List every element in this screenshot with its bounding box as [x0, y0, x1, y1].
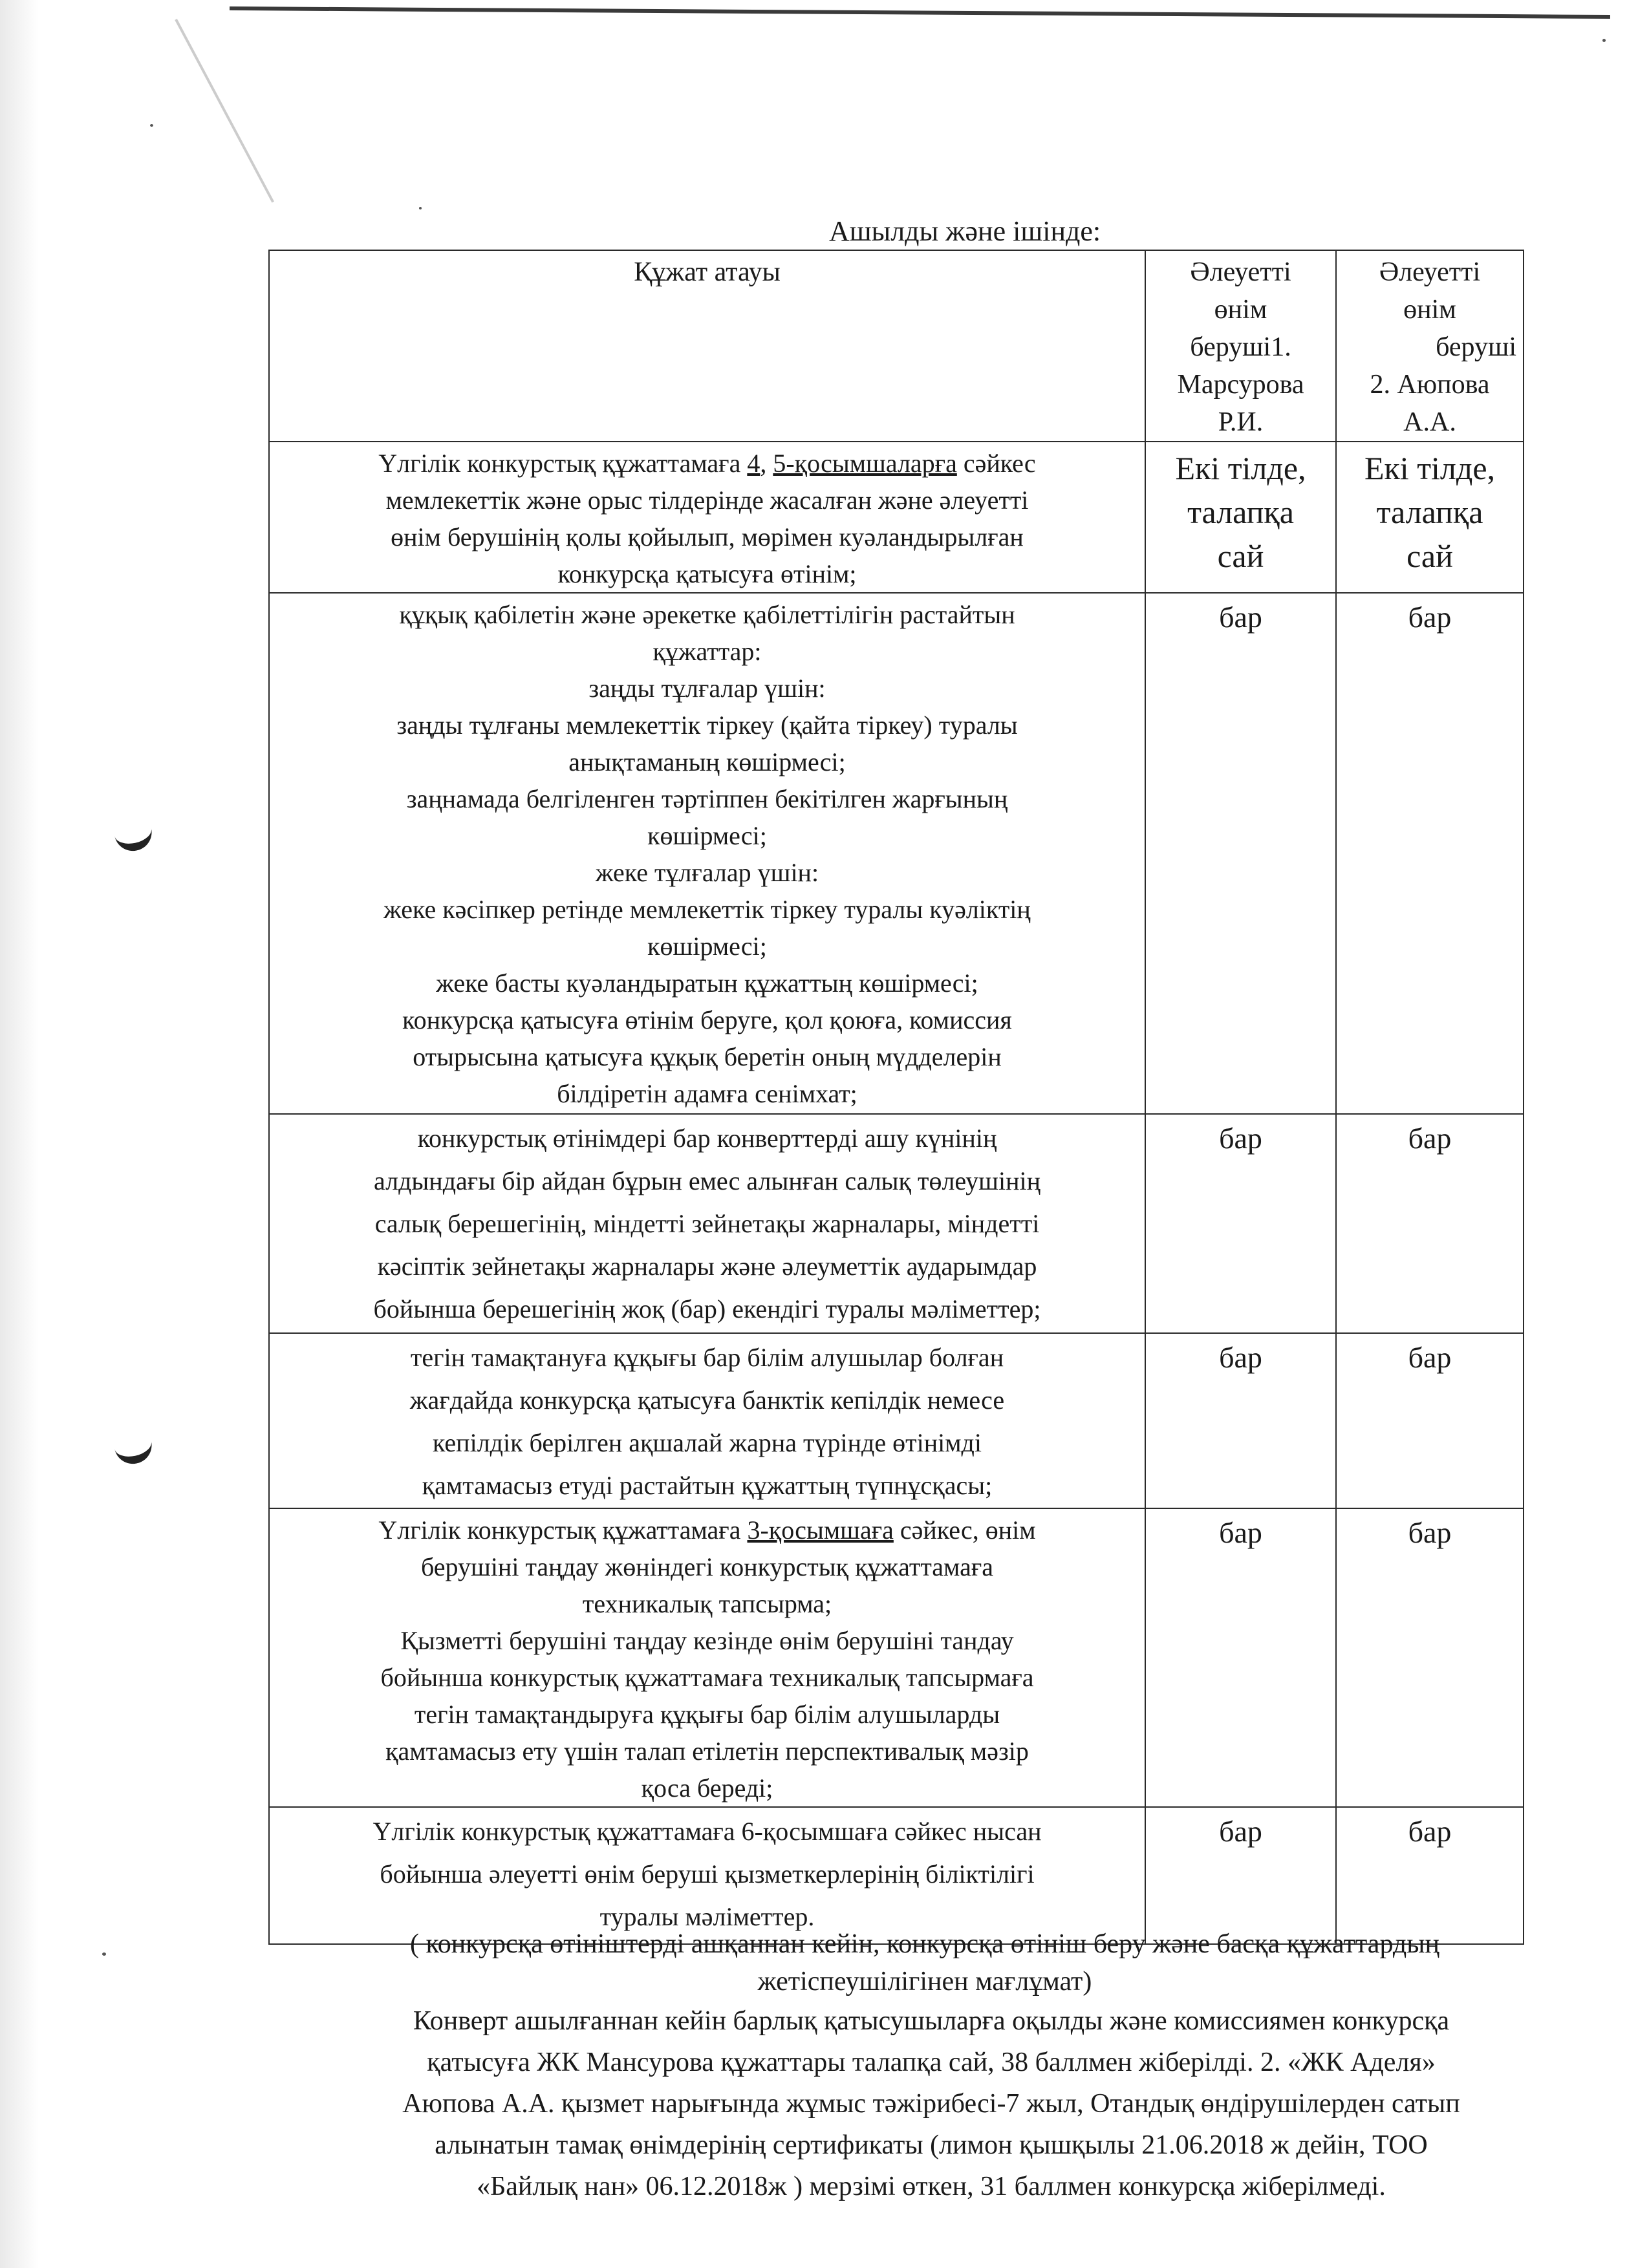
document-name-cell: Үлгілік конкурстық құжаттамаға 4, 5-қосымшаларға сәйкес мемлекеттік және орыс тілдерінде жасалған және әлеуетті өнім берушінің қолы қойылып, мөрімен куәландырылған конкурсқа қатысуға өтінім;: [269, 442, 1145, 593]
table-row: [269, 593, 1524, 1114]
supplier-1-status: бар: [1145, 1333, 1336, 1508]
scan-speck: [150, 124, 153, 127]
table-header-row: [269, 250, 1524, 442]
header-supplier-1: Әлеуетті өнім беруші1. Марсурова Р.И.: [1145, 250, 1336, 442]
scan-speck: [102, 1952, 106, 1956]
scan-speck: [419, 207, 422, 209]
scan-edge-shadow: [0, 0, 39, 2268]
scan-speck: [1602, 39, 1606, 42]
table-row: [269, 1807, 1524, 1944]
supplier-2-status: Екі тілде, талапқа сай: [1336, 442, 1524, 593]
supplier-1-status: Екі тілде, талапқа сай: [1145, 442, 1336, 593]
table-row: [269, 442, 1524, 593]
scan-top-border: [230, 6, 1610, 19]
conclusion-paragraph: Конверт ашылғаннан кейін барлық қатысушыларға оқылды және комиссиямен конкурсқа қатысуға ЖК Мансурова құжаттары талапқа сай, 38 баллмен жіберілді. 2. «ЖК Аделя» Аюпова А.А. қызмет нарығында жұмыс тәжірибесі-7 жыл, Отандық өндірушілерден сатып алынатын тамақ өнімдерінің сертификаты (лимон қышқылы 21.06.2018 ж дейін, ТОО «Байлық нан» 06.12.2018ж ) мерзімі өткен, 31 баллмен конкурсқа жіберілмеді.: [402, 2006, 1460, 2201]
supplier-2-status: бар: [1336, 1508, 1524, 1807]
document-name-cell: Үлгілік конкурстық құжаттамаға 6-қосымшаға сәйкес нысан бойынша әлеуетті өнім беруші қызметкерлерінің біліктілігі туралы мәліметтер.: [269, 1807, 1145, 1944]
supplier-1-status: бар: [1145, 1114, 1336, 1333]
document-name-cell: құқық қабілетін және әрекетке қабілеттілігін растайтын құжаттар: заңды тұлғалар үшін: заңды тұлғаны мемлекеттік тіркеу (қайта тіркеу) туралы анықтаманың көшірмесі; заңнамада белгіленген тәртіппен бекітілген жарғының көшірмесі; жеке тұлғалар үшін: жеке кәсіпкер ретінде мемлекеттік тіркеу туралы куәліктің көшірмесі; жеке басты куәландыратын құжаттың көшірмесі; конкурсқа қатысуға өтінім беруге, қол қоюға, комиссия отырысына қатысуға құқық беретін оның мүдделерін білдіретін адамға сенімхат;: [269, 593, 1145, 1114]
supplier-1-status: бар: [1145, 1807, 1336, 1944]
header-supplier-2: Әлеуетті өнім беруші 2. Аюпова А.А.: [1336, 250, 1524, 442]
supplier-1-status: бар: [1145, 593, 1336, 1114]
table-row: [269, 1114, 1524, 1333]
supplier-2-status: бар: [1336, 1333, 1524, 1508]
table-footnote: ( конкурсқа өтініштерді ашқаннан кейін, конкурсқа өтініш беру және басқа құжаттардың жетіспеушілігінен мағлұмат): [410, 1929, 1439, 1996]
supplier-1-status: бар: [1145, 1508, 1336, 1807]
header-document-name: Құжат атауы: [269, 250, 1145, 442]
punch-hole-mark: [113, 1431, 155, 1467]
document-name-cell: конкурстық өтінімдері бар конверттерді ашу күнінің алдындағы бір айдан бұрын емес алынған салық төлеушінің салық берешегінің, міндетті зейнетақы жарналары, міндетті кәсіптік зейнетақы жарналары және әлеуметтік аударымдар бойынша берешегінің жоқ (бар) екендігі туралы мәліметтер;: [269, 1114, 1145, 1333]
document-name-cell: тегін тамақтануға құқығы бар білім алушылар болған жағдайда конкурсқа қатысуға банктік кепілдік немесе кепілдік берілген ақшалай жарна түрінде өтінімді қамтамасыз етуді растайтын құжаттың түпнұсқасы;: [269, 1333, 1145, 1508]
table-row: [269, 1508, 1524, 1807]
documents-table: [268, 250, 1524, 1945]
punch-hole-mark: [113, 818, 155, 854]
scan-fold-line: [175, 19, 274, 202]
table-row: [269, 1333, 1524, 1508]
supplier-2-status: бар: [1336, 1807, 1524, 1944]
document-name-cell: Үлгілік конкурстық құжаттамаға 3-қосымшаға сәйкес, өнім берушіні таңдау жөніндегі конкурстық құжаттамаға техникалық тапсырма; Қызметті берушіні таңдау кезінде өнім берушіні тандау бойынша конкурстық құжаттамаға техникалық тапсырмаға тегін тамақтандыруға құқығы бар білім алушыларды қамтамасыз ету үшін талап етілетін перспективалық мәзір қоса береді;: [269, 1508, 1145, 1807]
page-title: Ашылды және ішінде:: [829, 215, 1101, 247]
supplier-2-status: бар: [1336, 1114, 1524, 1333]
supplier-2-status: бар: [1336, 593, 1524, 1114]
